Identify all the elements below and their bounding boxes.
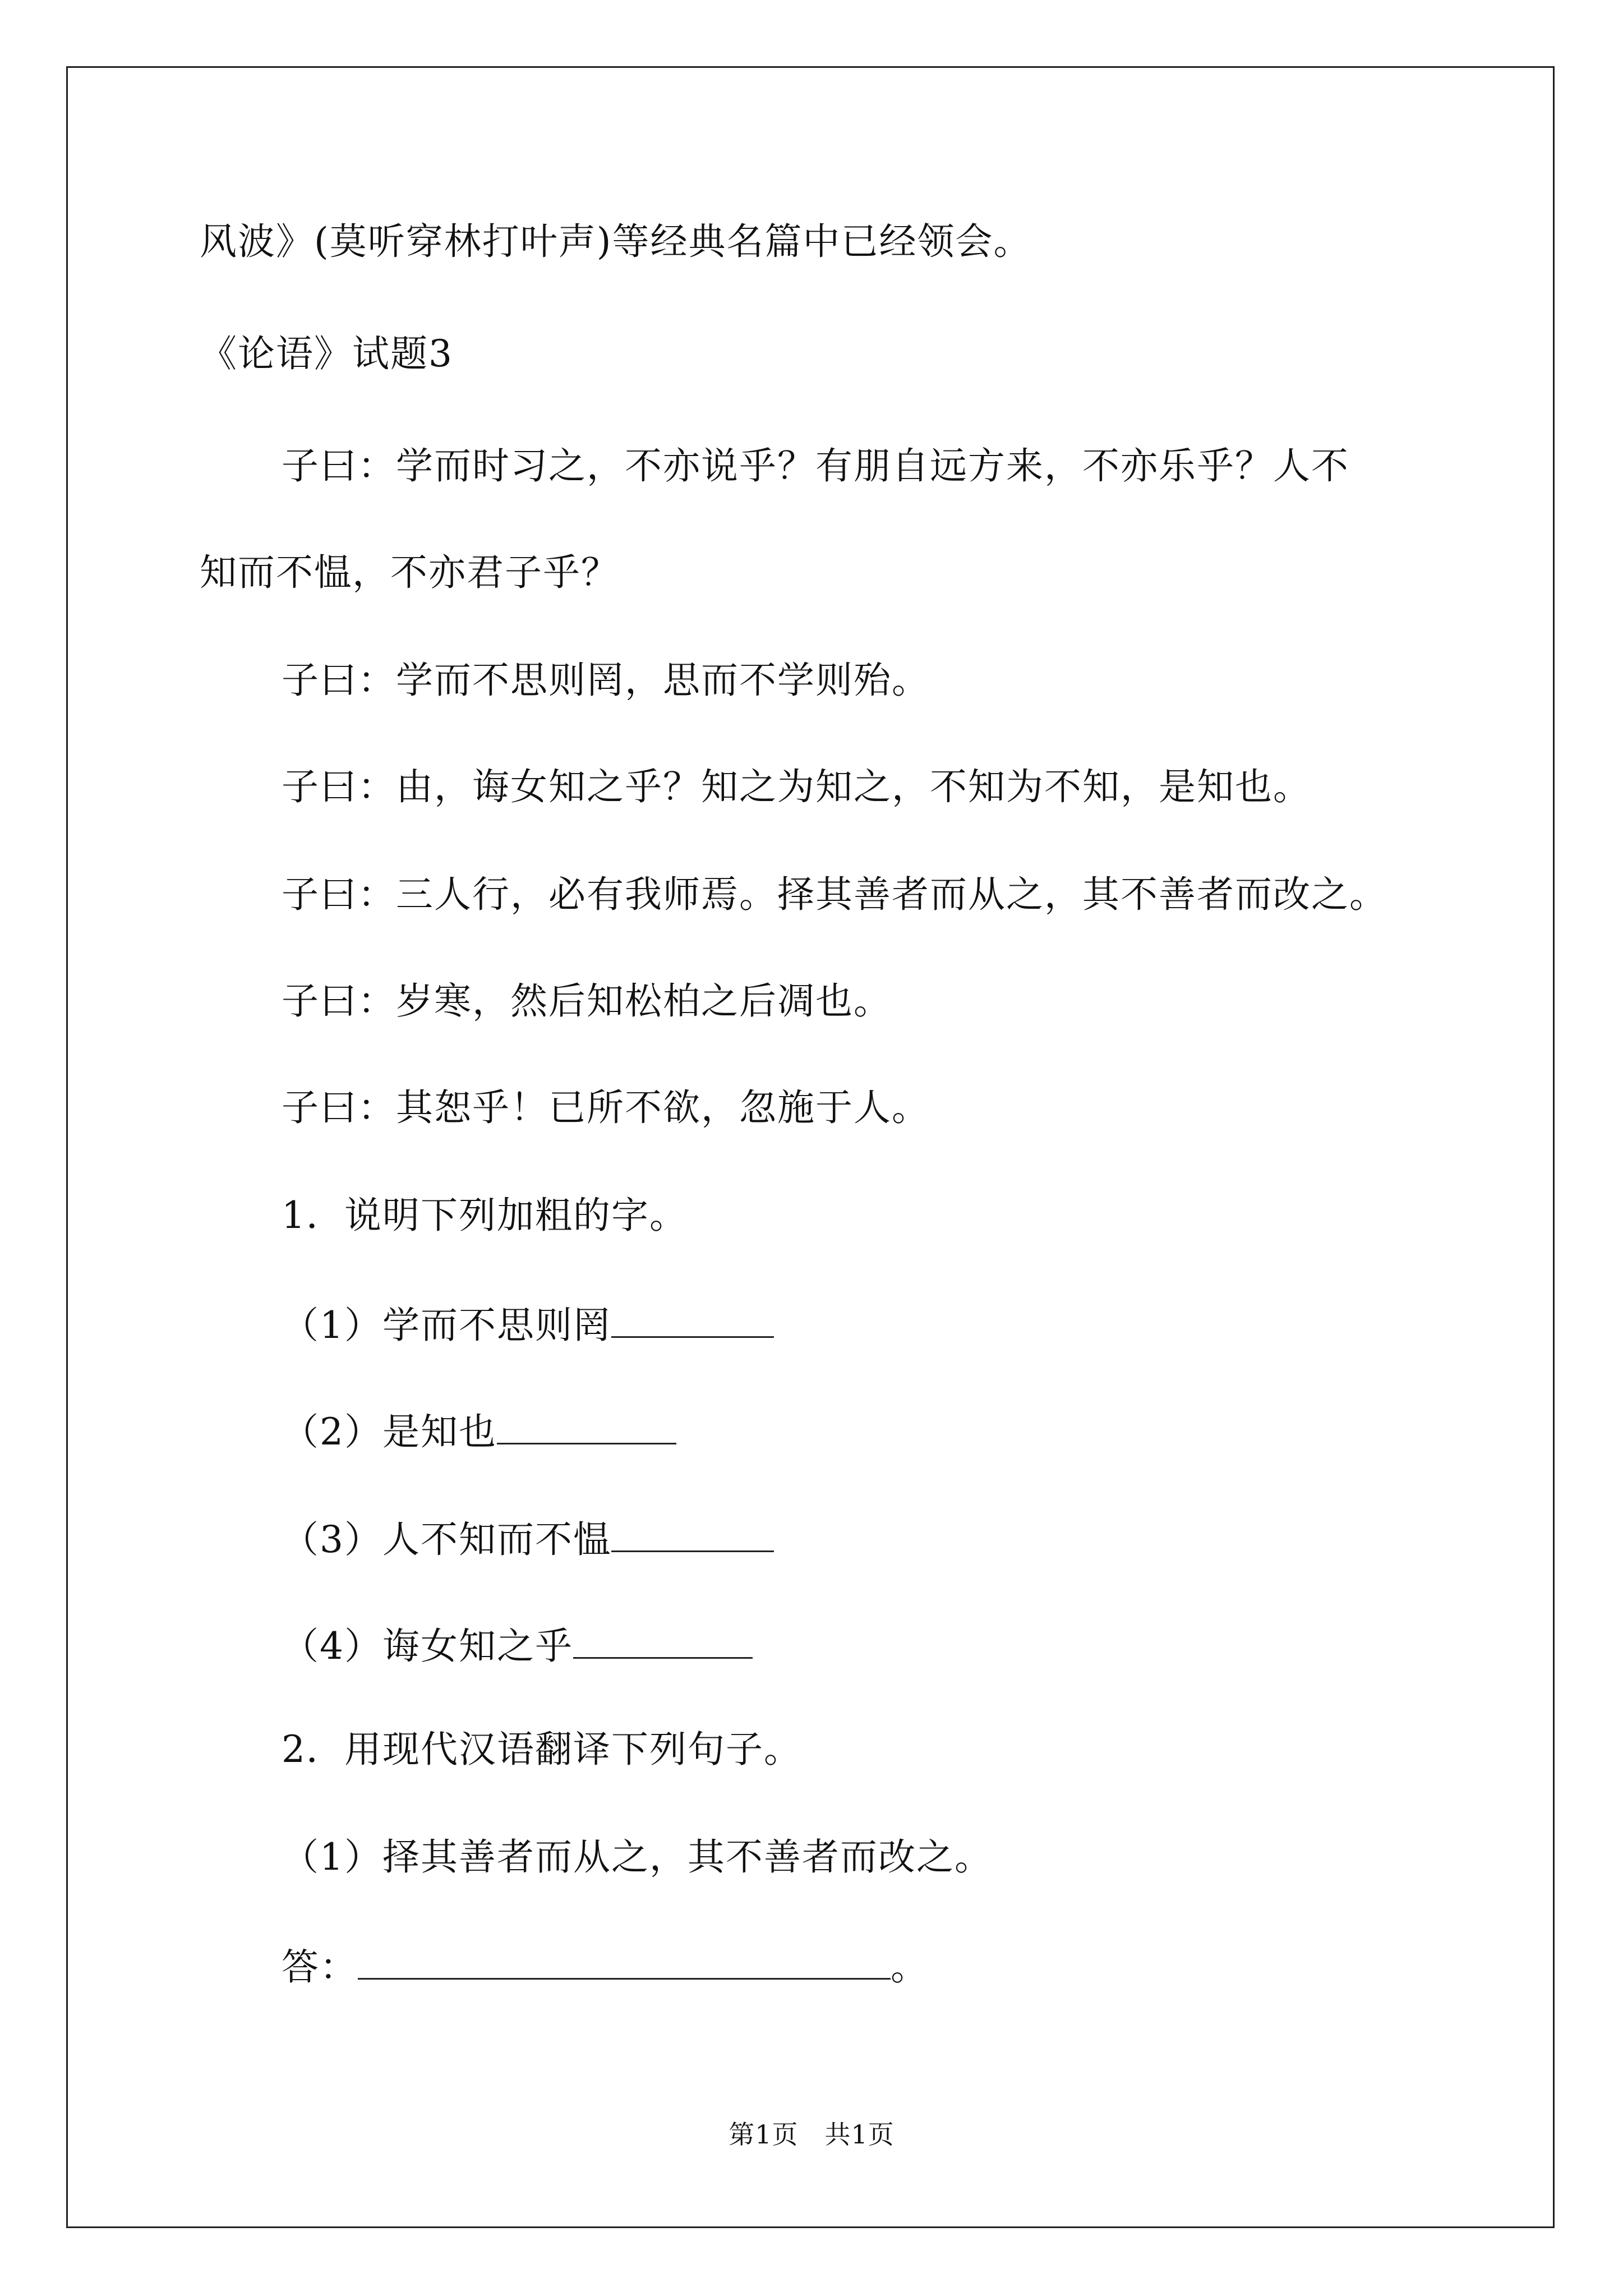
question-1-item-4-text: （4）诲女知之乎 [282,1625,573,1668]
question-1-item-3-text: （3）人不知而不愠 [282,1518,611,1561]
answer-blank-3[interactable] [611,1518,774,1552]
question-1-item-1-text: （1）学而不思则罔 [282,1304,611,1347]
question-1-item-1 [282,1304,774,1347]
page-frame [66,66,1555,2228]
analects-line-4: 子曰：三人行，必有我师焉。择其善者而从之，其不善者而改之。 [282,873,1387,916]
question-1-item-2-text: （2）是知也 [282,1410,497,1453]
answer-blank-1[interactable] [611,1304,774,1338]
analects-line-2: 子曰：学而不思则罔，思而不学则殆。 [282,659,930,702]
answer-line [282,1945,929,1989]
question-1-item-2 [282,1410,676,1451]
text-line-1: 风波》(莫听穿林打叶声)等经典名篇中已经领会。 [200,220,1032,263]
answer-blank-4[interactable] [573,1625,753,1659]
answer-blank-5[interactable] [358,1945,891,1980]
analects-line-3: 子曰：由，诲女知之乎？知之为知之，不知为不知，是知也。 [282,765,1311,808]
answer-blank-2[interactable] [497,1410,676,1444]
answer-suffix: 。 [891,1945,929,1989]
analects-line-1b: 知而不愠，不亦君子乎？ [200,551,619,594]
analects-line-5: 子曰：岁寒，然后知松柏之后凋也。 [282,979,892,1023]
question-1-item-3 [282,1518,774,1561]
analects-line-6: 子曰：其恕乎！已所不欲，忽施于人。 [282,1086,930,1129]
question-1-item-4 [282,1625,753,1668]
answer-prefix: 答： [282,1945,358,1989]
question-2-item-1: （1）择其善者而从之，其不善者而改之。 [282,1835,993,1879]
page-footer: 第1页 共1页 [728,2119,895,2150]
question-1-heading: 1．说明下列加粗的字。 [282,1194,688,1237]
question-2-heading: 2．用现代汉语翻译下列句子。 [282,1728,802,1771]
analects-line-1a: 子曰：学而时习之，不亦说乎？有朋自远方来，不亦乐乎？人不 [282,444,1349,487]
section-title: 《论语》试题3 [200,332,453,375]
